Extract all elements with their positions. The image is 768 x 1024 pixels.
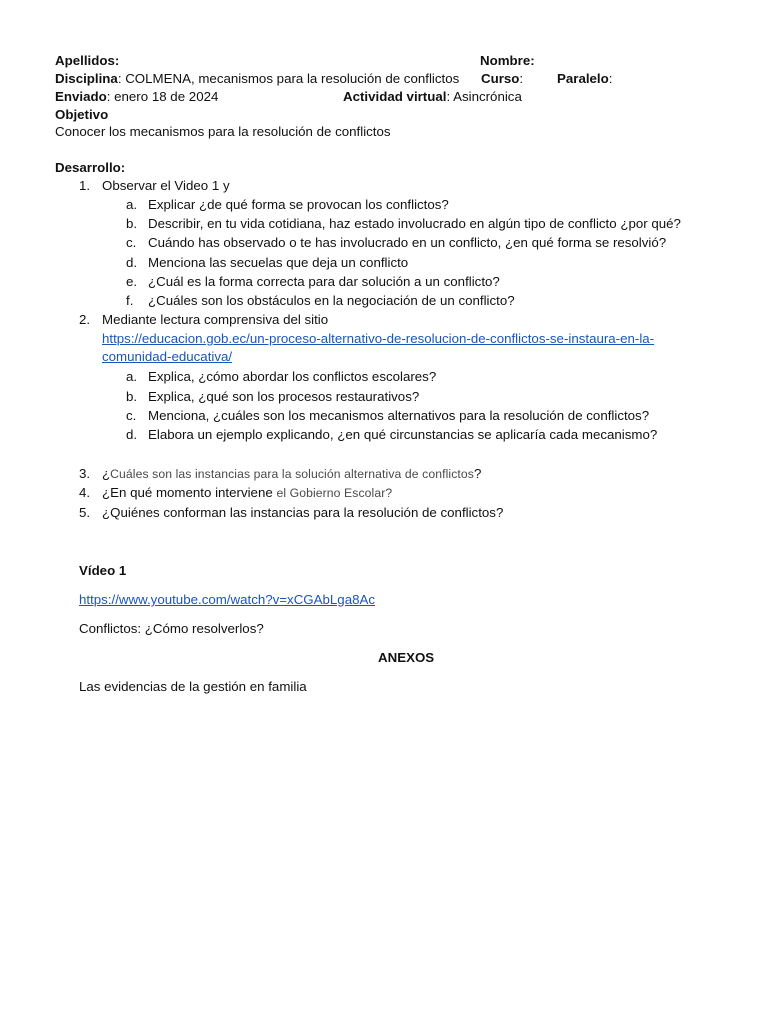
item-1-number: 1. — [79, 178, 91, 193]
objetivo-heading: Objetivo — [55, 107, 109, 122]
video-caption: Conflictos: ¿Cómo resolverlos? — [79, 621, 264, 636]
disciplina-value: : COLMENA, mecanismos para la resolución de conflictos — [117, 71, 460, 86]
item-1-text: Observar el Video 1 y — [102, 178, 230, 193]
item-1a-text: Explicar ¿de qué forma se provocan los conflictos? — [148, 197, 449, 212]
actividad-label: Actividad virtual — [343, 89, 447, 104]
item-5-text: ¿Quiénes conforman las instancias para la resolución de conflictos? — [102, 505, 504, 520]
item-1f-letter: f. — [126, 293, 134, 308]
item-1a-letter: a. — [126, 197, 138, 212]
item-2c-text: Menciona, ¿cuáles son los mecanismos alternativos para la resolución de conflictos? — [148, 408, 650, 423]
item-1f-text: ¿Cuáles son los obstáculos en la negociación de un conflicto? — [148, 293, 515, 308]
item-1e-text: ¿Cuál es la forma correcta para dar solución a un conflicto? — [148, 274, 500, 289]
educacion-link-line1[interactable]: https://educacion.gob.ec/un-proceso-alternativo-de-resolucion-de-conflictos-se-instaura-en-la- — [102, 331, 655, 346]
item-3-muted-text: Cuáles son las instancias para la solución alternativa de conflictos — [110, 467, 474, 481]
youtube-link[interactable]: https://www.youtube.com/watch?v=xCGAbLga8Ac — [79, 592, 376, 607]
item-2d-text: Elabora un ejemplo explicando, ¿en qué circunstancias se aplicaría cada mecanismo? — [148, 427, 658, 442]
item-2b-text: Explica, ¿qué son los procesos restaurativos? — [148, 389, 420, 404]
item-4-muted-text: el Gobierno Escolar? — [276, 486, 393, 500]
disciplina-label: Disciplina — [55, 71, 118, 86]
anexos-text: Las evidencias de la gestión en familia — [79, 679, 307, 694]
item-3-text: ¿Cuáles son las instancias para la solución alternativa de conflictos? — [102, 466, 482, 481]
nombre-label: Nombre: — [480, 53, 535, 68]
educacion-link-line2[interactable]: comunidad-educativa/ — [102, 349, 233, 364]
actividad-line — [343, 88, 522, 106]
paralelo-field: Paralelo: — [557, 71, 613, 86]
item-4-number: 4. — [79, 485, 91, 500]
item-1c-text: Cuándo has observado o te has involucrado en un conflicto, ¿en qué forma se resolvió? — [148, 235, 667, 250]
objetivo-text: Conocer los mecanismos para la resolución de conflictos — [55, 124, 391, 139]
video-heading: Vídeo 1 — [79, 563, 127, 578]
item-2d-letter: d. — [126, 427, 138, 442]
item-2b-letter: b. — [126, 389, 138, 404]
item-5-number: 5. — [79, 505, 91, 520]
item-1b-letter: b. — [126, 216, 138, 231]
curso-label: Curso — [481, 71, 520, 86]
item-1d-letter: d. — [126, 255, 138, 270]
item-1d-text: Menciona las secuelas que deja un conflicto — [148, 255, 409, 270]
anexos-heading: ANEXOS — [378, 650, 435, 665]
item-4-text: ¿En qué momento interviene el Gobierno Escolar? — [102, 485, 393, 500]
enviado-value: : enero 18 de 2024 — [106, 89, 219, 104]
apellidos-label: Apellidos: — [55, 53, 120, 68]
disciplina-line — [55, 70, 459, 88]
item-2-number: 2. — [79, 312, 91, 327]
item-2-text: Mediante lectura comprensiva del sitio — [102, 312, 329, 327]
enviado-label: Enviado — [55, 89, 107, 104]
actividad-value: : Asincrónica — [446, 89, 522, 104]
item-1b-text: Describir, en tu vida cotidiana, haz estado involucrado en algún tipo de conflicto ¿por qué? — [148, 216, 681, 231]
item-2a-text: Explica, ¿cómo abordar los conflictos escolares? — [148, 369, 437, 384]
item-1c-letter: c. — [126, 235, 137, 250]
curso-field: Curso: — [481, 71, 524, 86]
item-3-number: 3. — [79, 466, 91, 481]
item-1e-letter: e. — [126, 274, 138, 289]
paralelo-label: Paralelo — [557, 71, 609, 86]
enviado-line — [55, 88, 218, 106]
item-2c-letter: c. — [126, 408, 137, 423]
desarrollo-heading: Desarrollo: — [55, 160, 126, 175]
item-2a-letter: a. — [126, 369, 138, 384]
